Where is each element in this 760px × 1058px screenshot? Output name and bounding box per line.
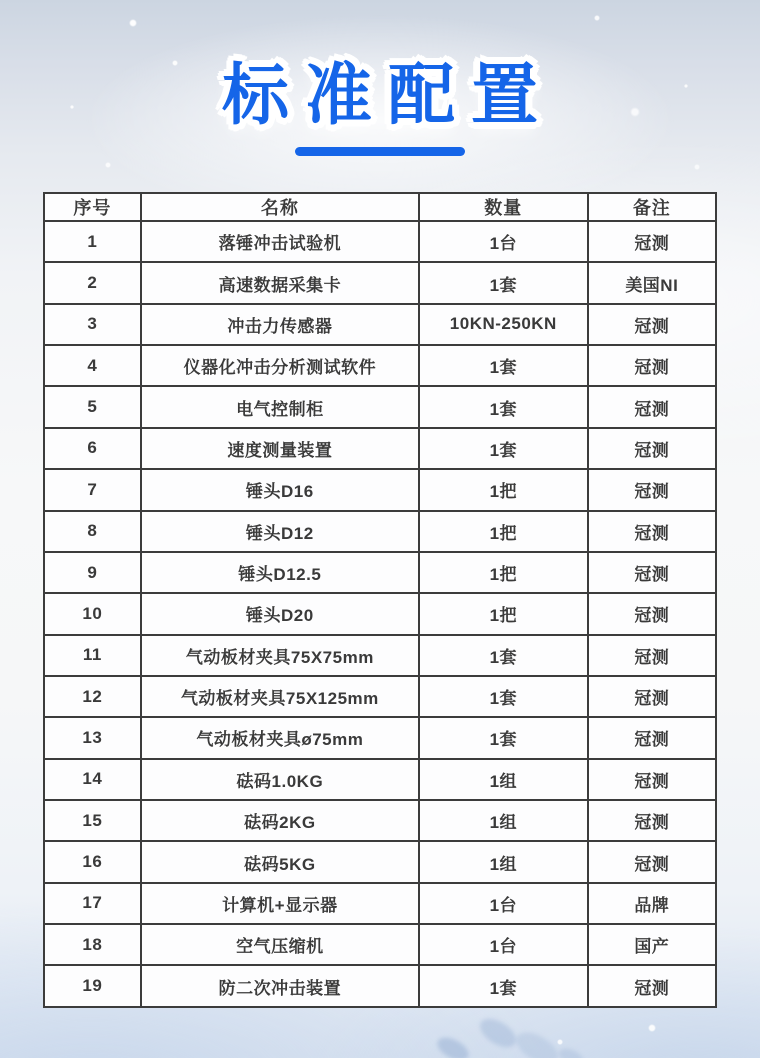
- cell-quantity: 1套: [419, 345, 588, 386]
- cell-index: 14: [44, 759, 141, 800]
- cell-name: 落锤冲击试验机: [141, 221, 419, 262]
- cell-quantity: 1套: [419, 262, 588, 303]
- cell-name: 锤头D12.5: [141, 552, 419, 593]
- cell-quantity: 10KN-250KN: [419, 304, 588, 345]
- cell-quantity: 1把: [419, 593, 588, 634]
- table-row: [44, 428, 716, 469]
- cell-remark: 冠测: [588, 841, 716, 882]
- cell-quantity: 1把: [419, 552, 588, 593]
- cell-index: 4: [44, 345, 141, 386]
- cell-name: 锤头D12: [141, 511, 419, 552]
- cell-remark: 冠测: [588, 593, 716, 634]
- cell-index: 8: [44, 511, 141, 552]
- table-row: [44, 759, 716, 800]
- table-row: [44, 552, 716, 593]
- cell-quantity: 1台: [419, 924, 588, 965]
- cell-index: 17: [44, 883, 141, 924]
- cell-index: 2: [44, 262, 141, 303]
- cell-name: 锤头D16: [141, 469, 419, 510]
- cell-remark: 冠测: [588, 345, 716, 386]
- cell-name: 空气压缩机: [141, 924, 419, 965]
- title-underline: [295, 147, 465, 156]
- table-row: [44, 593, 716, 634]
- table-body: [44, 221, 716, 1007]
- cell-name: 电气控制柜: [141, 386, 419, 427]
- table-header-row: [44, 193, 716, 221]
- cell-name: 速度测量装置: [141, 428, 419, 469]
- table-row: [44, 386, 716, 427]
- table-row: [44, 800, 716, 841]
- cell-quantity: 1套: [419, 635, 588, 676]
- cell-quantity: 1台: [419, 221, 588, 262]
- cell-name: 气动板材夹具75X125mm: [141, 676, 419, 717]
- cell-quantity: 1台: [419, 883, 588, 924]
- cell-index: 15: [44, 800, 141, 841]
- snow-footprint: [511, 1026, 563, 1058]
- cell-index: 10: [44, 593, 141, 634]
- table-row: [44, 924, 716, 965]
- cell-remark: 冠测: [588, 759, 716, 800]
- cell-name: 砝码5KG: [141, 841, 419, 882]
- cell-index: 7: [44, 469, 141, 510]
- cell-index: 16: [44, 841, 141, 882]
- cell-remark: 冠测: [588, 552, 716, 593]
- table-row: [44, 676, 716, 717]
- cell-index: 9: [44, 552, 141, 593]
- cell-remark: 国产: [588, 924, 716, 965]
- cell-index: 11: [44, 635, 141, 676]
- table-row: [44, 635, 716, 676]
- cell-quantity: 1套: [419, 717, 588, 758]
- cell-name: 气动板材夹具ø75mm: [141, 717, 419, 758]
- table-row: [44, 965, 716, 1007]
- cell-name: 砝码1.0KG: [141, 759, 419, 800]
- cell-index: 6: [44, 428, 141, 469]
- table-row: [44, 345, 716, 386]
- cell-index: 12: [44, 676, 141, 717]
- cell-remark: 冠测: [588, 386, 716, 427]
- cell-name: 砝码2KG: [141, 800, 419, 841]
- page-title: 标准配置: [222, 58, 554, 133]
- cell-quantity: 1套: [419, 386, 588, 427]
- cell-remark: 美国NI: [588, 262, 716, 303]
- table-row: [44, 469, 716, 510]
- cell-remark: 冠测: [588, 676, 716, 717]
- cell-quantity: 1组: [419, 841, 588, 882]
- cell-index: 1: [44, 221, 141, 262]
- cell-name: 仪器化冲击分析测试软件: [141, 345, 419, 386]
- cell-name: 气动板材夹具75X75mm: [141, 635, 419, 676]
- snow-footprint: [556, 1045, 585, 1058]
- cell-remark: 冠测: [588, 717, 716, 758]
- cell-remark: 冠测: [588, 221, 716, 262]
- table-row: [44, 221, 716, 262]
- cell-quantity: 1把: [419, 511, 588, 552]
- cell-index: 19: [44, 965, 141, 1007]
- cell-name: 高速数据采集卡: [141, 262, 419, 303]
- snow-footprint: [434, 1033, 472, 1058]
- cell-quantity: 1组: [419, 759, 588, 800]
- cell-quantity: 1套: [419, 428, 588, 469]
- snow-footprint: [475, 1013, 521, 1053]
- table-row: [44, 304, 716, 345]
- column-header-index: 序号: [44, 193, 141, 221]
- table-row: [44, 883, 716, 924]
- cell-remark: 冠测: [588, 304, 716, 345]
- cell-name: 防二次冲击装置: [141, 965, 419, 1007]
- cell-name: 冲击力传感器: [141, 304, 419, 345]
- cell-remark: 冠测: [588, 428, 716, 469]
- cell-remark: 冠测: [588, 965, 716, 1007]
- table-row: [44, 262, 716, 303]
- cell-quantity: 1套: [419, 676, 588, 717]
- cell-index: 18: [44, 924, 141, 965]
- cell-quantity: 1组: [419, 800, 588, 841]
- cell-remark: 冠测: [588, 511, 716, 552]
- column-header-remark: 备注: [588, 193, 716, 221]
- cell-name: 锤头D20: [141, 593, 419, 634]
- cell-index: 5: [44, 386, 141, 427]
- cell-remark: 品牌: [588, 883, 716, 924]
- cell-remark: 冠测: [588, 469, 716, 510]
- cell-index: 3: [44, 304, 141, 345]
- column-header-name: 名称: [141, 193, 419, 221]
- cell-index: 13: [44, 717, 141, 758]
- table-row: [44, 841, 716, 882]
- cell-remark: 冠测: [588, 635, 716, 676]
- table-row: [44, 717, 716, 758]
- config-table: [43, 192, 717, 1008]
- column-header-quantity: 数量: [419, 193, 588, 221]
- cell-remark: 冠测: [588, 800, 716, 841]
- cell-name: 计算机+显示器: [141, 883, 419, 924]
- cell-quantity: 1套: [419, 965, 588, 1007]
- table-row: [44, 511, 716, 552]
- cell-quantity: 1把: [419, 469, 588, 510]
